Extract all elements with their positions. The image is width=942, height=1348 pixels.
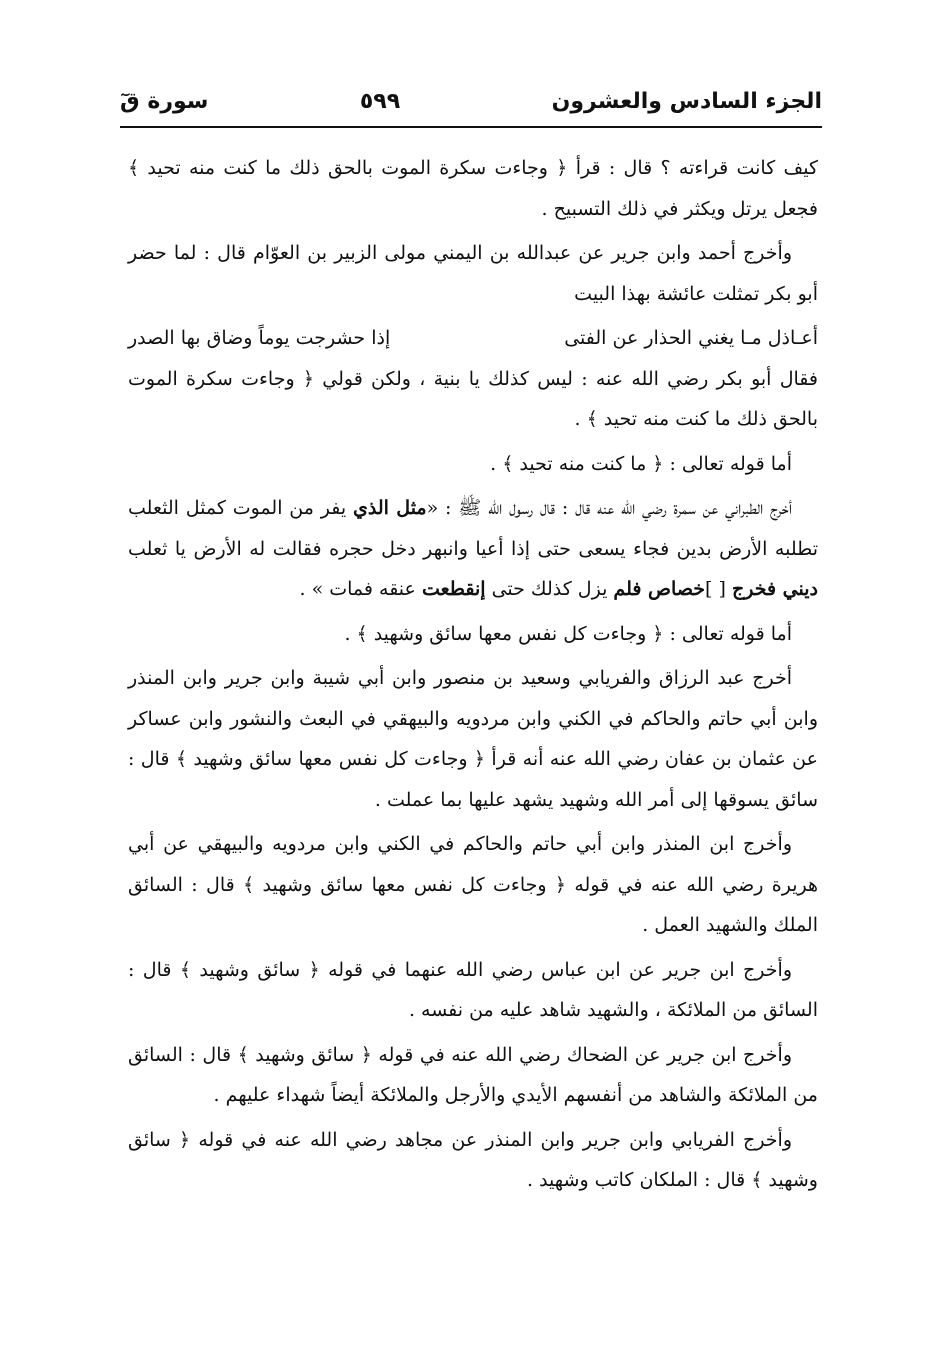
hadith-text-3: يزل كذلك حتى: [491, 578, 608, 600]
heading-saiq-shahid: أما قوله تعالى : ﴿ وجاءت كل نفس معها سائق وشهيد ﴾ .: [344, 622, 792, 645]
paragraph-recitation: كيف كانت قراءته ؟ قال : قرأ ﴿ وجاءت سكرة الموت بالحق ذلك ما كنت منه تحيد ﴾ فجعل يرتل ويكثر في ذلك التسبيح .: [128, 157, 818, 220]
paragraph-ahmad-report: وأخرج أحمد وابن جرير عن عبدالله بن اليمني مولى الزبير بن العوّام قال : لما حضر أبو بكر تمثلت عائشة بهذا البيت: [128, 242, 818, 305]
poem-hemistich-first: أعـاذل مـا يغني الحذار عن الفتى: [564, 327, 818, 349]
page-header: [120, 70, 822, 114]
poem-hemistich-second: إذا حشرجت يوماً وضاق بها الصدر: [128, 327, 391, 349]
paragraph-tabarani-hadith: [128, 488, 818, 610]
page-number: ٥٩٩: [359, 89, 401, 114]
hadith-bold-3: خصاص فلم: [613, 578, 706, 600]
hadith-text-1: يفر من الموت كمثل الثعلب تطلبه الأرض بدين فجاء يسعى حتى إذا أعيا وانبهر دخل حجره فقالت له الأرض يا ثعلب: [128, 497, 818, 560]
paragraph-dahhak-report: وأخرج ابن جرير عن الضحاك رضي الله عنه في قوله ﴿ سائق وشهيد ﴾ قال : السائق من الملائكة والشاهد من أنفسهم الأيدي والأرجل والملائكة أيضاً شهداء عليهم .: [128, 1043, 818, 1106]
part-title: الجزء السادس والعشرون: [551, 89, 822, 114]
hadith-bold-4: إنقطعت: [421, 578, 486, 600]
paragraph-abu-bakr-reply: فقال أبو بكر رضي الله عنه : ليس كذلك يا بنية ، ولكن قولي ﴿ وجاءت سكرة الموت بالحق ذلك ما كنت منه تحيد ﴾ .: [128, 367, 818, 430]
hadith-bold-1: مثل الذي: [352, 497, 427, 519]
poem-verse: [128, 318, 818, 359]
hadith-bold-2: ديني فخرج: [731, 578, 818, 600]
page-body: [128, 148, 818, 1205]
paragraph-mujahid-report: وأخرج الفريابي وابن جرير وابن المنذر عن مجاهد رضي الله عنه في قوله ﴿ سائق وشهيد ﴾ قال : الملكان كاتب وشهيد .: [128, 1128, 818, 1191]
heading-tahid: أما قوله تعالى : ﴿ ما كنت منه تحيد ﴾ .: [490, 452, 792, 475]
paragraph-ibn-abbas-report: وأخرج ابن جرير عن ابن عباس رضي الله عنهما في قوله ﴿ سائق وشهيد ﴾ قال : السائق من الملائكة ، والشهيد شاهد عليه من نفسه .: [128, 958, 818, 1021]
hadith-intro: أخرج الطبراني عن سمرة رضي الله عنه قال : قال رسول الله ﷺ : «: [426, 497, 792, 519]
surah-title: سورة قٓ: [120, 89, 209, 114]
paragraph-abu-hurayra-report: وأخرج ابن المنذر وابن أبي حاتم والحاكم في الكني وابن مردويه والبيهقي عن أبي هريرة رضي الله عنه في قوله ﴿ وجاءت كل نفس معها سائق وشهيد ﴾ قال : السائق الملك والشهيد العمل .: [128, 833, 818, 936]
paragraph-uthman-report: أخرج عبد الرزاق والفريابي وسعيد بن منصور وابن أبي شيبة وابن جرير وابن المنذر وابن أبي حاتم والحاكم في الكني وابن مردويه والبيهقي في البعث والنشور وابن عساكر عن عثمان بن عفان رضي الله عنه أنه قرأ ﴿ وجاءت كل نفس معها سائق وشهيد ﴾ قال : سائق يسوقها إلى أمر الله وشهيد يشهد عليها بما عملت .: [128, 667, 818, 811]
hadith-text-2: [ ]: [705, 578, 726, 600]
header-rule: [120, 126, 822, 128]
hadith-text-4: عنقه فمات » .: [299, 578, 416, 600]
